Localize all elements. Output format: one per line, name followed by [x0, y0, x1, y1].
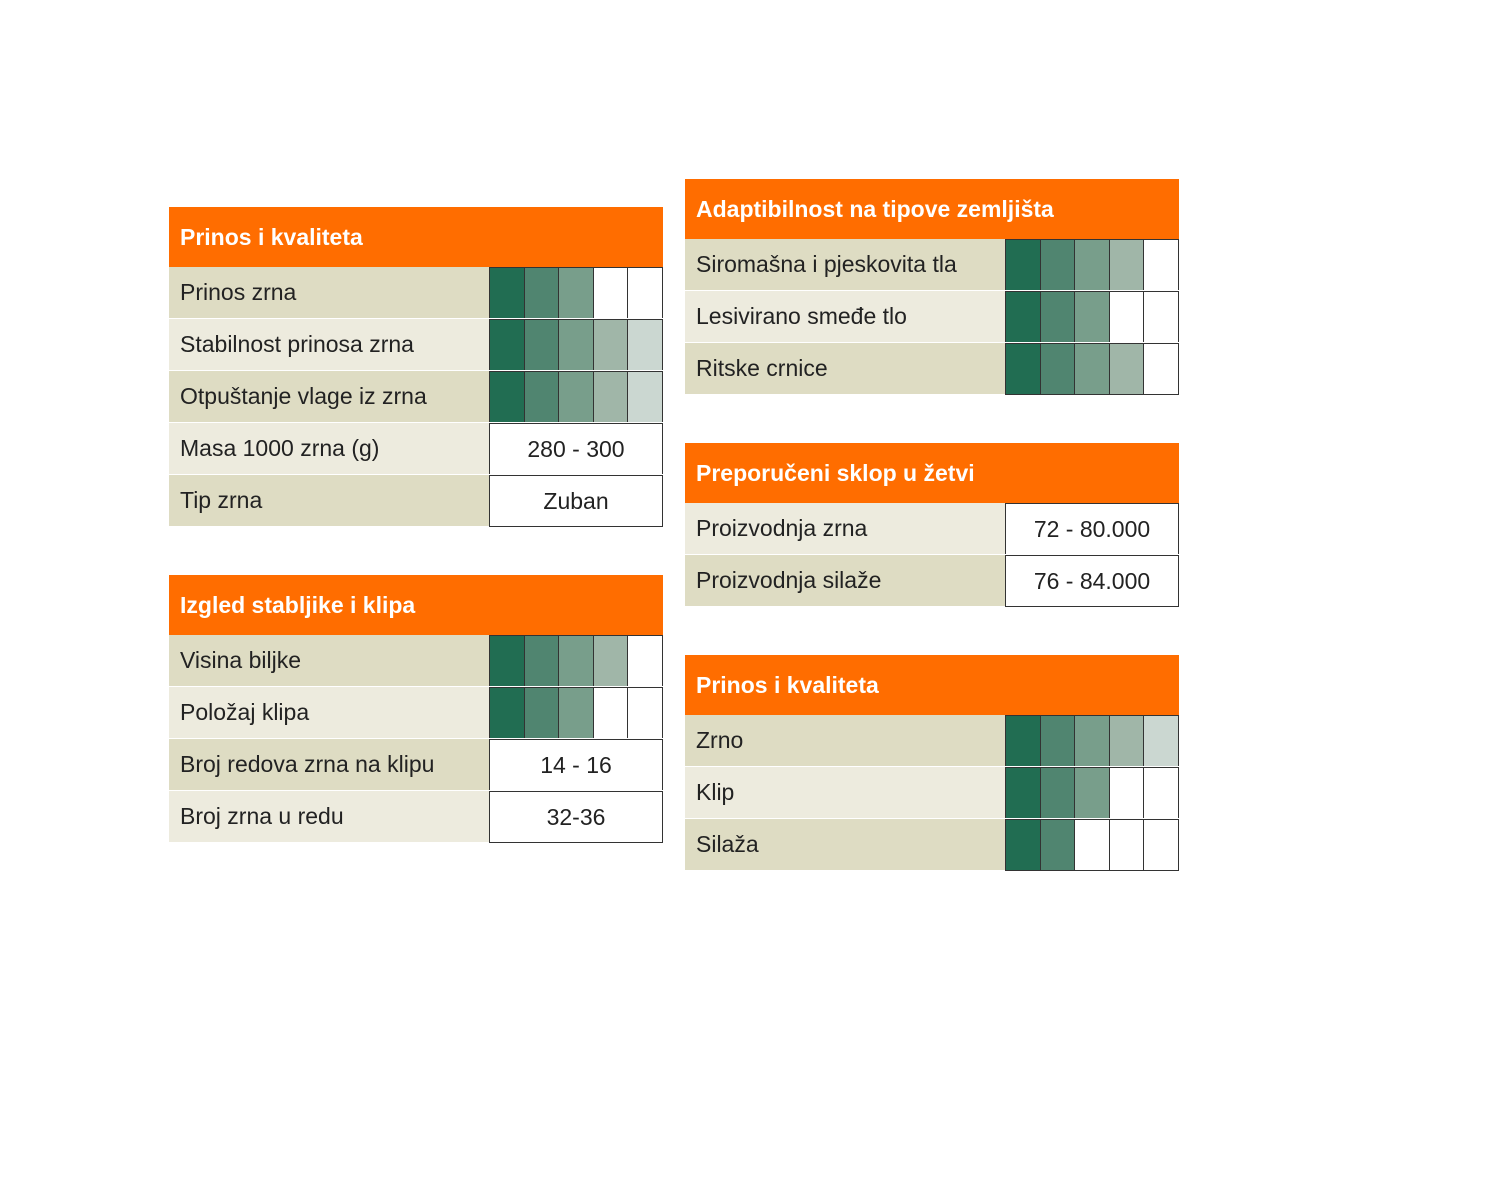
- row-label: Tip zrna: [169, 475, 489, 526]
- panel-rows: [169, 635, 663, 843]
- panel-title: Preporučeni sklop u žetvi: [685, 443, 1179, 503]
- rating-cell-empty: [594, 688, 629, 738]
- rating-cell-filled: [490, 688, 525, 738]
- rating-cell-filled: [1006, 768, 1041, 818]
- rating-cell-filled: [1110, 240, 1145, 290]
- row-label: Masa 1000 zrna (g): [169, 423, 489, 474]
- rating-cell-empty: [1144, 344, 1178, 394]
- table-row: [169, 371, 663, 423]
- row-label: Broj zrna u redu: [169, 791, 489, 842]
- table-row: [169, 319, 663, 371]
- rating-cell-filled: [628, 320, 662, 370]
- rating-cell-filled: [490, 372, 525, 422]
- rating-cell-filled: [490, 636, 525, 686]
- table-row: [169, 475, 663, 527]
- row-value: 72 - 80.000: [1005, 503, 1179, 554]
- row-label: Proizvodnja zrna: [685, 503, 1005, 554]
- row-label: Silaža: [685, 819, 1005, 870]
- rating-cell-filled: [525, 268, 560, 318]
- rating-cell-filled: [559, 636, 594, 686]
- row-label: Visina biljke: [169, 635, 489, 686]
- panel-prinos-kvaliteta-right: [685, 655, 1179, 871]
- row-label: Klip: [685, 767, 1005, 818]
- row-label: Otpuštanje vlage iz zrna: [169, 371, 489, 422]
- panel-title: Prinos i kvaliteta: [685, 655, 1179, 715]
- row-label: Lesivirano smeđe tlo: [685, 291, 1005, 342]
- rating-bar: [489, 687, 663, 738]
- table-row: [169, 635, 663, 687]
- row-label: Stabilnost prinosa zrna: [169, 319, 489, 370]
- rating-cell-empty: [628, 268, 662, 318]
- panel-izgled-stabljike: [169, 575, 663, 843]
- panel-rows: [169, 267, 663, 527]
- row-value: 76 - 84.000: [1005, 555, 1179, 606]
- rating-cell-filled: [1041, 240, 1076, 290]
- row-label: Zrno: [685, 715, 1005, 766]
- rating-cell-filled: [1041, 716, 1076, 766]
- rating-bar: [1005, 767, 1179, 818]
- rating-cell-empty: [1144, 240, 1178, 290]
- panel-rows: [685, 715, 1179, 871]
- rating-cell-filled: [490, 268, 525, 318]
- rating-cell-filled: [559, 320, 594, 370]
- table-row: [169, 791, 663, 843]
- table-row: [685, 819, 1179, 871]
- table-row: [685, 239, 1179, 291]
- rating-cell-filled: [559, 688, 594, 738]
- rating-cell-filled: [1041, 768, 1076, 818]
- rating-cell-filled: [594, 320, 629, 370]
- rating-cell-filled: [525, 372, 560, 422]
- rating-cell-empty: [1144, 292, 1178, 342]
- rating-bar: [1005, 291, 1179, 342]
- rating-bar: [489, 371, 663, 422]
- rating-cell-filled: [594, 636, 629, 686]
- row-label: Broj redova zrna na klipu: [169, 739, 489, 790]
- rating-cell-empty: [1110, 768, 1145, 818]
- table-row: [685, 291, 1179, 343]
- rating-cell-filled: [1006, 292, 1041, 342]
- rating-cell-empty: [628, 688, 662, 738]
- rating-cell-empty: [1075, 820, 1110, 870]
- table-row: [169, 423, 663, 475]
- table-row: [685, 767, 1179, 819]
- rating-cell-filled: [559, 268, 594, 318]
- rating-cell-filled: [1075, 240, 1110, 290]
- rating-cell-empty: [1144, 820, 1178, 870]
- rating-cell-filled: [525, 688, 560, 738]
- rating-cell-filled: [525, 636, 560, 686]
- rating-bar: [1005, 819, 1179, 870]
- rating-cell-empty: [1110, 820, 1145, 870]
- row-value: 14 - 16: [489, 739, 663, 790]
- table-row: [169, 687, 663, 739]
- panel-rows: [685, 503, 1179, 607]
- row-label: Proizvodnja silaže: [685, 555, 1005, 606]
- rating-cell-filled: [1006, 344, 1041, 394]
- row-label: Ritske crnice: [685, 343, 1005, 394]
- table-row: [685, 715, 1179, 767]
- rating-cell-filled: [1075, 768, 1110, 818]
- rating-cell-filled: [559, 372, 594, 422]
- rating-cell-filled: [1006, 240, 1041, 290]
- rating-cell-filled: [525, 320, 560, 370]
- panel-title: Adaptibilnost na tipove zemljišta: [685, 179, 1179, 239]
- row-label: Prinos zrna: [169, 267, 489, 318]
- row-label: Siromašna i pjeskovita tla: [685, 239, 1005, 290]
- table-row: [169, 267, 663, 319]
- panel-title: Izgled stabljike i klipa: [169, 575, 663, 635]
- rating-bar: [1005, 239, 1179, 290]
- panel-rows: [685, 239, 1179, 395]
- rating-bar: [489, 635, 663, 686]
- panel-adaptibilnost: [685, 179, 1179, 395]
- rating-cell-filled: [1041, 344, 1076, 394]
- rating-cell-filled: [594, 372, 629, 422]
- panel-title: Prinos i kvaliteta: [169, 207, 663, 267]
- rating-cell-filled: [1075, 344, 1110, 394]
- rating-cell-filled: [1110, 344, 1145, 394]
- rating-cell-filled: [1144, 716, 1178, 766]
- rating-cell-filled: [490, 320, 525, 370]
- rating-cell-filled: [1075, 716, 1110, 766]
- rating-cell-empty: [594, 268, 629, 318]
- rating-cell-filled: [1075, 292, 1110, 342]
- rating-cell-filled: [628, 372, 662, 422]
- rating-cell-filled: [1006, 820, 1041, 870]
- rating-bar: [489, 267, 663, 318]
- table-row: [685, 503, 1179, 555]
- rating-cell-empty: [1110, 292, 1145, 342]
- row-value: 280 - 300: [489, 423, 663, 474]
- rating-cell-empty: [628, 636, 662, 686]
- rating-bar: [489, 319, 663, 370]
- rating-cell-filled: [1006, 716, 1041, 766]
- row-value: 32-36: [489, 791, 663, 842]
- rating-cell-empty: [1144, 768, 1178, 818]
- rating-bar: [1005, 715, 1179, 766]
- table-row: [685, 343, 1179, 395]
- row-value: Zuban: [489, 475, 663, 526]
- table-row: [169, 739, 663, 791]
- rating-cell-filled: [1041, 820, 1076, 870]
- panel-preporuceni-sklop: [685, 443, 1179, 607]
- rating-cell-filled: [1041, 292, 1076, 342]
- rating-cell-filled: [1110, 716, 1145, 766]
- panel-prinos-kvaliteta-left: [169, 207, 663, 527]
- rating-bar: [1005, 343, 1179, 394]
- table-row: [685, 555, 1179, 607]
- row-label: Položaj klipa: [169, 687, 489, 738]
